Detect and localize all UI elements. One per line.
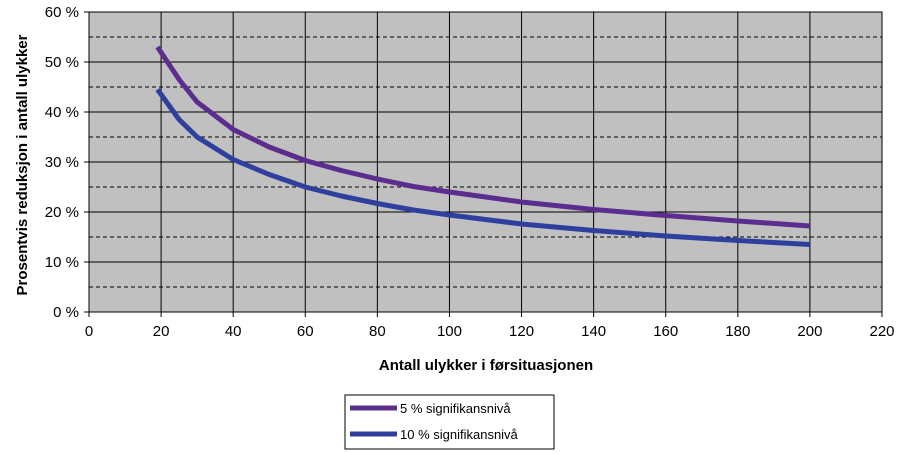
x-tick-label: 120 [509, 323, 535, 340]
x-tick-label: 40 [224, 323, 242, 340]
x-axis-title: Antall ulykker i førsituasjonen [378, 357, 594, 374]
x-tick-label: 0 [84, 323, 94, 340]
x-tick-label: 140 [581, 323, 607, 340]
y-tick-label: 40 % [44, 104, 79, 121]
y-tick-label: 20 % [44, 204, 79, 221]
y-tick-label: 30 % [44, 154, 79, 171]
y-axis-title: Prosentvis reduksjon i antall ulykker [14, 34, 31, 296]
legend-label-1: 5 % signifikansnivå [400, 401, 511, 416]
legend-label-2: 10 % signifikansnivå [400, 427, 518, 442]
x-tick-label: 20 [152, 323, 170, 340]
x-tick-label: 80 [369, 323, 386, 340]
y-tick-label: 0 % [53, 304, 79, 321]
x-axis-ticks [85, 312, 895, 340]
legend [345, 395, 554, 449]
x-tick-label: 180 [725, 323, 751, 340]
y-axis-ticks [45, 4, 89, 321]
x-tick-label: 200 [797, 323, 823, 340]
x-tick-label: 60 [296, 323, 314, 340]
x-tick-label: 100 [436, 323, 462, 340]
y-tick-label: 10 % [44, 254, 79, 271]
x-tick-label: 160 [653, 323, 679, 340]
y-tick-label: 60 % [44, 4, 79, 21]
y-tick-label: 50 % [44, 54, 79, 71]
x-tick-label: 220 [869, 323, 895, 340]
